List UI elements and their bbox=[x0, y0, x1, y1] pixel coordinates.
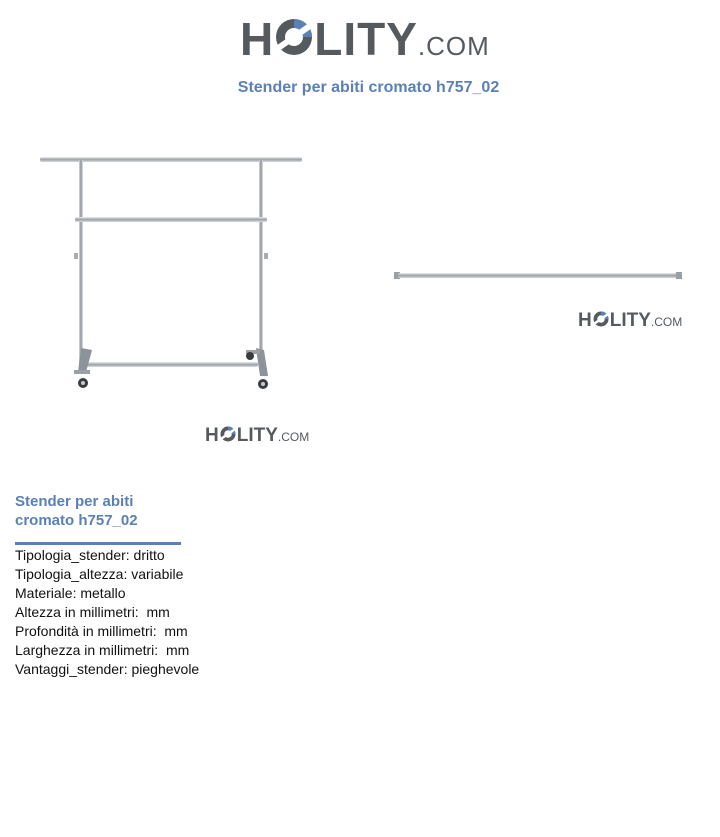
product-image-bar bbox=[392, 268, 684, 287]
logo-text-lity: LITY bbox=[314, 13, 418, 65]
watermark-text-com: .COM bbox=[277, 430, 310, 444]
product-image-rack bbox=[36, 150, 306, 400]
spec-profondita: Profondità in millimetri: mm bbox=[15, 623, 188, 639]
watermark-right-text-com: .COM bbox=[650, 315, 683, 329]
spec-list bbox=[15, 546, 199, 679]
logo-text-h: H bbox=[240, 13, 275, 65]
holity-logo bbox=[240, 12, 490, 66]
spec-altezza: Altezza in millimetri: mm bbox=[15, 604, 170, 620]
product-title: Stender per abiti cromato h757_02 bbox=[15, 493, 138, 529]
title-divider bbox=[15, 542, 181, 545]
watermark-right-text-h: H bbox=[578, 310, 592, 331]
watermark-right-text-lity: LITY bbox=[609, 310, 651, 331]
spec-tipologia-stender: Tipologia_stender: dritto bbox=[15, 547, 165, 563]
holity-watermark-right bbox=[578, 309, 682, 332]
holity-watermark bbox=[205, 424, 309, 447]
watermark-text-lity: LITY bbox=[236, 425, 278, 446]
logo-o-icon bbox=[274, 12, 314, 66]
logo-text-com: .COM bbox=[417, 31, 490, 61]
spec-larghezza: Larghezza in millimetri: mm bbox=[15, 642, 190, 658]
document-title: Stender per abiti cromato h757_02 bbox=[237, 79, 500, 96]
spec-tipologia-altezza: Tipologia_altezza: variabile bbox=[15, 566, 184, 582]
watermark-o-icon bbox=[219, 424, 237, 447]
watermark-right-o-icon bbox=[592, 309, 610, 332]
spec-vantaggi: Vantaggi_stender: pieghevole bbox=[15, 661, 200, 677]
spec-materiale: Materiale: metallo bbox=[15, 585, 126, 601]
watermark-text-h: H bbox=[205, 425, 219, 446]
